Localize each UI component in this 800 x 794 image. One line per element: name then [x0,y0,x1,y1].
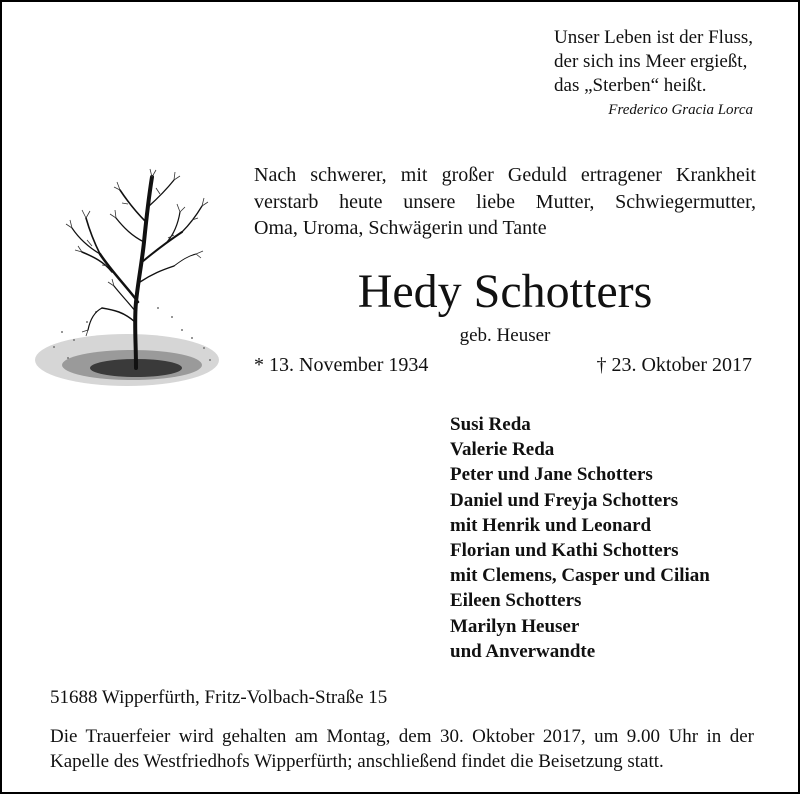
quote-line: Unser Leben ist der Fluss, [554,27,753,48]
quote-line: das „Sterben“ heißt. [554,75,707,96]
bare-tree-icon [32,162,232,387]
service-line: Die Trauerfeier wird gehalten am Montag, dem 30. Oktober 2017, um 9.00 Uhr in der [50,726,754,747]
maiden-name: geb. Heuser [459,325,551,346]
death-date: † 23. Oktober 2017 [596,354,752,376]
family-address: 51688 Wipperfürth, Fritz-Volbach-Straße 15 [50,687,388,708]
mourner-entry: Marilyn Heuser [450,615,580,637]
mourner-entry: Susi Reda [450,414,531,435]
mourner-entry: und Anverwandte [450,640,596,662]
mourner-entry: mit Clemens, Casper und Cilian [450,565,710,587]
announcement-line: verstarb heute unsere liebe Mutter, Schwiegermutter, [254,190,756,213]
service-line: Kapelle des Westfriedhofs Wipperfürth; anschließend findet die Beisetzung statt. [50,751,664,772]
mourner-entry: Eileen Schotters [450,590,582,612]
announcement-line: Nach schwerer, mit großer Geduld ertragener Krankheit [254,164,756,186]
deceased-name: Hedy Schotters [357,265,653,318]
quote-line: der sich ins Meer ergießt, [554,51,748,72]
mourner-entry: Peter und Jane Schotters [450,464,653,486]
funeral-service-text [50,724,754,774]
quote-author: Frederico Gracia Lorca [608,102,753,118]
death-announcement-text [254,162,756,242]
announcement-line: Oma, Uroma, Schwägerin und Tante [254,217,547,239]
mourner-entry: Valerie Reda [450,439,555,461]
mourner-entry: Florian und Kathi Schotters [450,540,679,562]
birth-date: * 13. November 1934 [254,354,429,376]
poem-quote [554,26,753,120]
mourners-list [450,412,710,664]
mourner-entry: Daniel und Freyja Schotters [450,489,679,511]
mourner-entry: mit Henrik und Leonard [450,514,652,536]
